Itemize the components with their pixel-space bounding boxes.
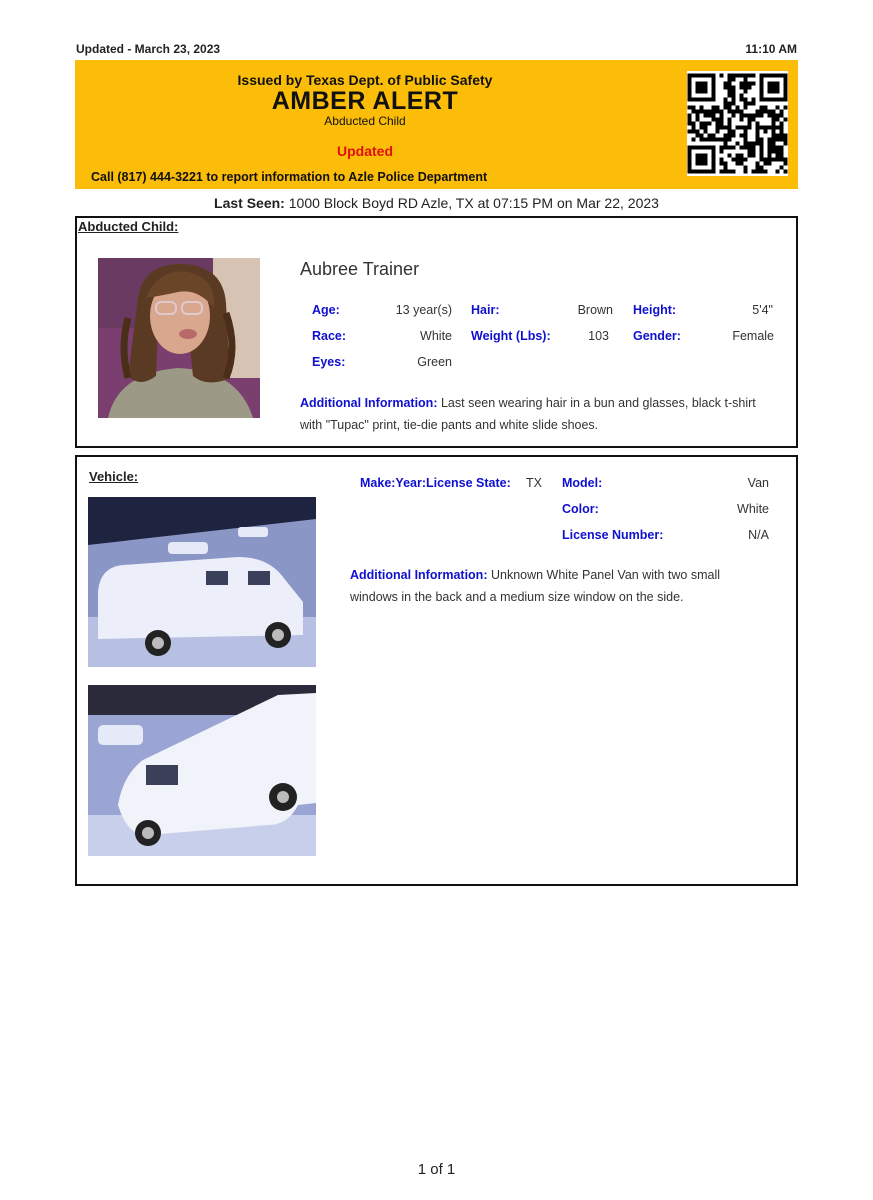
weight-label: Weight (Lbs):: [471, 329, 551, 343]
gender-label: Gender:: [633, 329, 681, 343]
status-updated: Updated: [337, 143, 393, 159]
age-value: 13 year(s): [395, 303, 452, 317]
height-value: 5'4": [752, 303, 773, 317]
make-year-state-value: TX: [526, 476, 542, 490]
alert-title: AMBER ALERT: [271, 87, 459, 115]
race-value: White: [420, 329, 452, 343]
model-value: Van: [747, 476, 769, 490]
child-add-info-text: Last seen wearing hair in a bun and glasses, black t-shirt with "Tupac" print, tie-die pants and white slide shoes.: [300, 396, 756, 432]
alert-subtitle: Abducted Child: [324, 114, 406, 128]
last-seen-value: 1000 Block Boyd RD Azle, TX at 07:15 PM on Mar 22, 2023: [288, 195, 659, 211]
age-label: Age:: [312, 303, 340, 317]
child-name: Aubree Trainer: [300, 259, 420, 279]
color-value: White: [737, 502, 769, 516]
last-seen: [0, 195, 873, 211]
race-label: Race:: [312, 329, 347, 343]
updated-date: Updated - March 23, 2023: [76, 42, 221, 56]
license-number-label: License Number:: [562, 528, 664, 542]
vehicle-additional-info: [350, 564, 770, 608]
child-photo: [98, 258, 260, 418]
issued-by: Issued by Texas Dept. of Public Safety: [237, 72, 493, 88]
qr-code-icon[interactable]: [687, 71, 788, 176]
eyes-label: Eyes:: [312, 355, 346, 369]
child-additional-info: [300, 392, 770, 436]
updated-time: 11:10 AM: [745, 42, 797, 56]
page-number: 1 of 1: [417, 1161, 456, 1178]
child-add-info-label: Additional Information:: [300, 396, 438, 410]
license-number-value: N/A: [748, 528, 769, 542]
vehicle-photo-2: [88, 685, 316, 856]
vehicle-section-title: Vehicle:: [89, 469, 139, 484]
model-label: Model:: [562, 476, 603, 490]
report-call-line: Call (817) 444-3221 to report information to Azle Police Department: [91, 170, 488, 184]
gender-value: Female: [732, 329, 774, 343]
weight-value: 103: [588, 329, 609, 343]
vehicle-photo-1: [88, 497, 316, 667]
child-section-title: Abducted Child:: [78, 219, 179, 234]
vehicle-add-info-label: Additional Information:: [350, 568, 488, 582]
make-year-state-label: Make:Year:License State:: [360, 476, 511, 490]
eyes-value: Green: [417, 355, 452, 369]
color-label: Color:: [562, 502, 599, 516]
vehicle-add-info-text: Unknown White Panel Van with two small windows in the back and a medium size window on the side.: [350, 568, 721, 604]
hair-label: Hair:: [471, 303, 500, 317]
height-label: Height:: [633, 303, 677, 317]
hair-value: Brown: [577, 303, 613, 317]
alert-banner: [75, 60, 798, 189]
last-seen-label: Last Seen:: [214, 195, 285, 211]
